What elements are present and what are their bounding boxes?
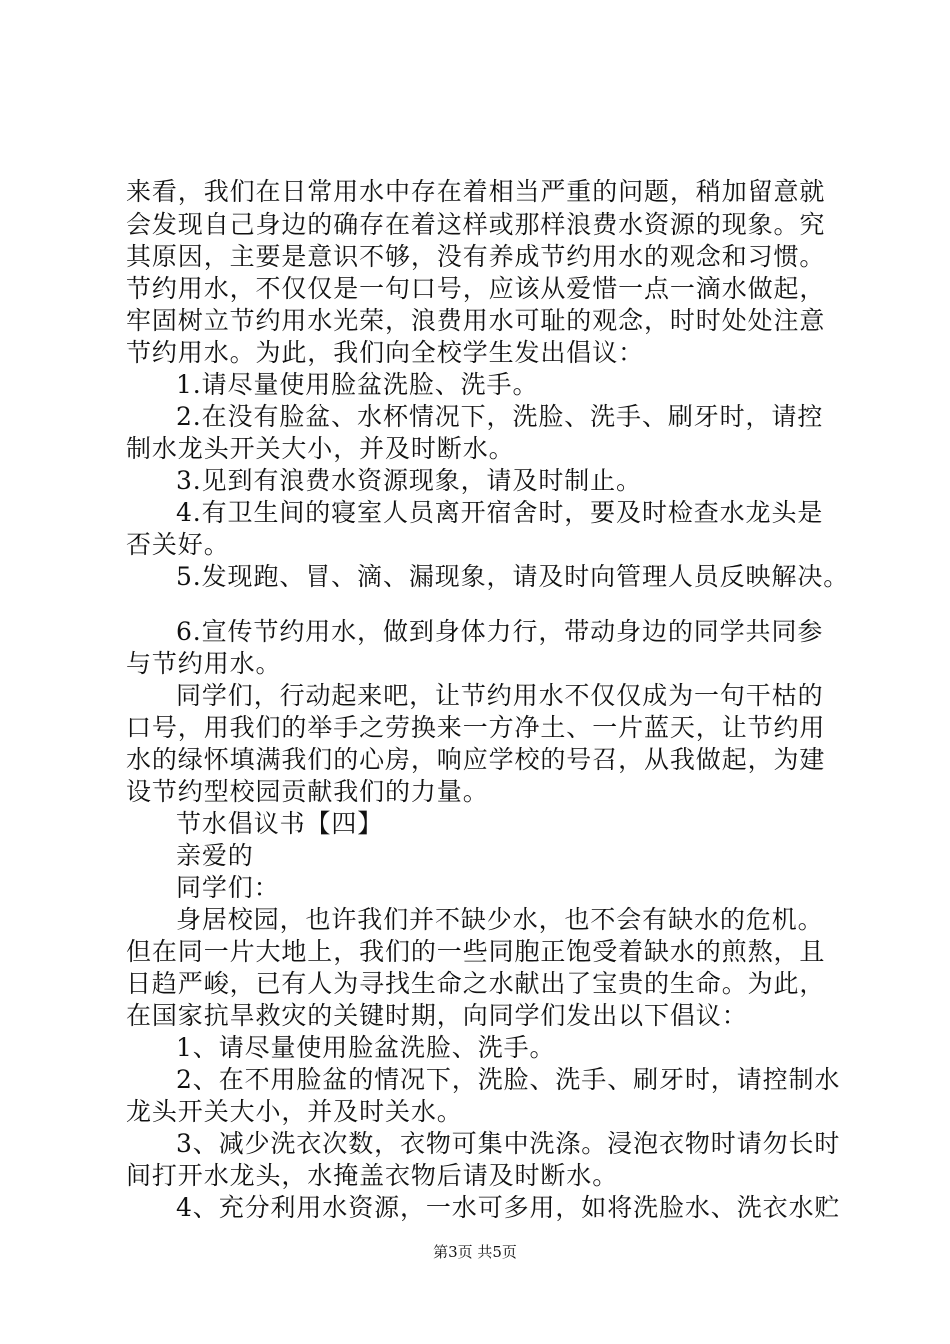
list-item: 5.发现跑、冒、滴、漏现象，请及时向管理人员反映解决。 bbox=[176, 562, 850, 591]
list-item: 4.有卫生间的寝室人员离开宿舍时，要及时检查水龙头是 bbox=[176, 498, 824, 527]
list-item: 6.宣传节约用水，做到身体力行，带动身边的同学共同参 bbox=[176, 617, 824, 646]
text-line: 但在同一片大地上，我们的一些同胞正饱受着缺水的煎熬，且 bbox=[126, 937, 826, 966]
list-item: 2、在不用脸盆的情况下，洗脸、洗手、刷牙时，请控制水 bbox=[176, 1065, 841, 1094]
section-heading: 节水倡议书【四】 bbox=[176, 809, 384, 838]
text-line: 龙头开关大小，并及时关水。 bbox=[126, 1097, 463, 1126]
text-line: 口号，用我们的举手之劳换来一方净土、一片蓝天，让节约用 bbox=[126, 713, 826, 742]
salutation: 同学们： bbox=[176, 873, 280, 902]
list-item: 1、请尽量使用脸盆洗脸、洗手。 bbox=[176, 1033, 556, 1062]
list-item: 1.请尽量使用脸盆洗脸、洗手。 bbox=[176, 370, 539, 399]
text-line: 制水龙头开关大小，并及时断水。 bbox=[126, 434, 515, 463]
salutation: 亲爱的 bbox=[176, 841, 254, 870]
text-line: 牢固树立节约用水光荣，浪费用水可耻的观念，时时处处注意 bbox=[126, 306, 826, 335]
text-line: 水的绿怀填满我们的心房，响应学校的号召，从我做起，为建 bbox=[126, 745, 826, 774]
paragraph-start: 同学们，行动起来吧，让节约用水不仅仅成为一句干枯的 bbox=[176, 681, 824, 710]
text-line: 来看，我们在日常用水中存在着相当严重的问题，稍加留意就 bbox=[126, 177, 826, 206]
list-item: 2.在没有脸盆、水杯情况下，洗脸、洗手、刷牙时，请控 bbox=[176, 402, 824, 431]
page-number-footer: 第3页 共5页 bbox=[433, 1243, 517, 1261]
text-line: 节约用水。为此，我们向全校学生发出倡议： bbox=[126, 338, 645, 367]
text-line: 其原因，主要是意识不够，没有养成节约用水的观念和习惯。 bbox=[126, 242, 826, 271]
text-line: 与节约用水。 bbox=[126, 649, 282, 678]
text-line: 否关好。 bbox=[126, 530, 230, 559]
text-line: 会发现自己身边的确存在着这样或那样浪费水资源的现象。究 bbox=[126, 210, 826, 239]
text-line: 节约用水，不仅仅是一句口号，应该从爱惜一点一滴水做起， bbox=[126, 274, 826, 303]
paragraph-start: 身居校园，也许我们并不缺少水，也不会有缺水的危机。 bbox=[176, 905, 824, 934]
list-item: 3、减少洗衣次数，衣物可集中洗涤。浸泡衣物时请勿长时 bbox=[176, 1129, 841, 1158]
list-item: 3.见到有浪费水资源现象，请及时制止。 bbox=[176, 466, 642, 495]
text-line: 在国家抗旱救灾的关键时期，向同学们发出以下倡议： bbox=[126, 1001, 748, 1030]
text-line: 间打开水龙头，水掩盖衣物后请及时断水。 bbox=[126, 1161, 619, 1190]
list-item: 4、充分利用水资源，一水可多用，如将洗脸水、洗衣水贮 bbox=[176, 1193, 841, 1222]
text-line: 日趋严峻，已有人为寻找生命之水献出了宝贵的生命。为此， bbox=[126, 969, 826, 998]
text-line: 设节约型校园贡献我们的力量。 bbox=[126, 777, 489, 806]
